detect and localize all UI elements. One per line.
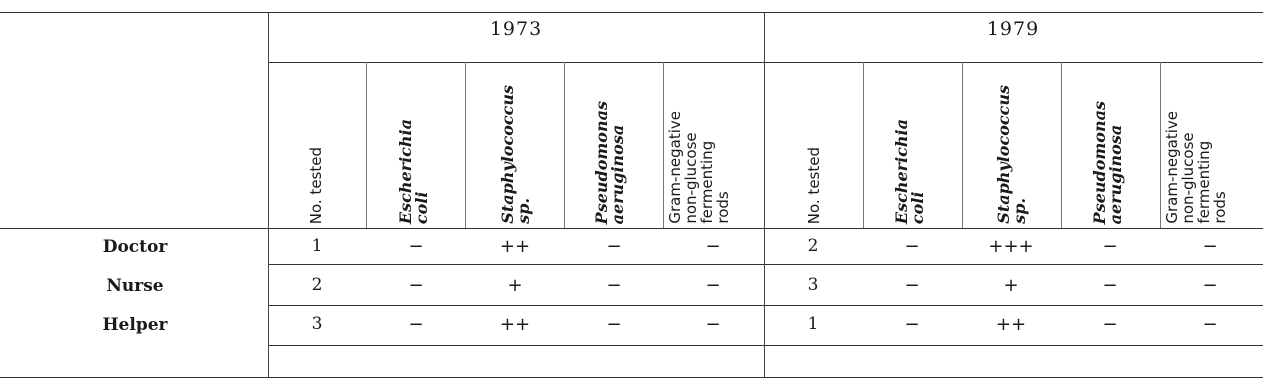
table-cell: ++ — [499, 314, 531, 335]
col-header-staphylococcus: Staphylococcus sp. — [498, 85, 533, 224]
row-label-nurse: Nurse — [106, 276, 164, 296]
col-header-gram-negative: Gram-negative non-glucose fermenting rods — [666, 111, 732, 224]
table-cell: − — [1102, 236, 1118, 257]
row-rule-1 — [268, 264, 1263, 265]
table-cell: − — [1202, 314, 1218, 335]
table-cell: 1 — [807, 314, 819, 334]
table-cell: − — [606, 314, 622, 335]
table-cell: 3 — [807, 275, 819, 295]
table-cell: + — [1003, 275, 1019, 296]
table-cell: − — [705, 275, 721, 296]
table-cell: +++ — [988, 236, 1034, 257]
row-label-helper: Helper — [102, 315, 168, 335]
row-label-doctor: Doctor — [102, 237, 168, 257]
col-divider — [1160, 62, 1161, 228]
table-cell: 2 — [311, 275, 323, 295]
table-cell: 2 — [807, 236, 819, 256]
col-header-pseudomonas: Pseudomonas aeruginosa — [592, 100, 627, 224]
row-rule-2 — [268, 305, 1263, 306]
year-rule — [268, 62, 1263, 63]
table-cell: − — [1102, 314, 1118, 335]
table-cell: − — [1202, 275, 1218, 296]
period-divider — [764, 12, 765, 377]
table-cell: 1 — [311, 236, 323, 256]
table-cell: ++ — [499, 236, 531, 257]
table-cell: − — [408, 314, 424, 335]
col-divider — [366, 62, 367, 228]
table-cell: − — [1202, 236, 1218, 257]
table-cell: + — [507, 275, 523, 296]
col-divider — [1061, 62, 1062, 228]
table-cell: ++ — [995, 314, 1027, 335]
col-header-staphylococcus: Staphylococcus sp. — [994, 85, 1029, 224]
table-cell: − — [904, 314, 920, 335]
table-cell: 3 — [311, 314, 323, 334]
table-cell: − — [904, 236, 920, 257]
table-cell: − — [705, 236, 721, 257]
top-rule — [0, 12, 1263, 13]
table-cell: − — [904, 275, 920, 296]
col-header-escherichia-coli: Escherichia coli — [892, 118, 927, 224]
row-rule-3 — [268, 345, 1263, 346]
table-cell: − — [408, 236, 424, 257]
table-cell: − — [705, 314, 721, 335]
table-cell: − — [408, 275, 424, 296]
col-divider — [962, 62, 963, 228]
col-header-escherichia-coli: Escherichia coli — [396, 118, 431, 224]
col-divider — [564, 62, 565, 228]
table-cell: − — [606, 275, 622, 296]
col-header-no-tested: No. tested — [307, 146, 325, 224]
col-header-no-tested: No. tested — [805, 146, 823, 224]
col-header-gram-negative: Gram-negative non-glucose fermenting rods — [1163, 111, 1229, 224]
bottom-rule — [0, 377, 1263, 378]
year-header-1979: 1979 — [986, 18, 1040, 40]
col-divider — [465, 62, 466, 228]
table-cell: − — [1102, 275, 1118, 296]
table-cell: − — [606, 236, 622, 257]
col-divider — [663, 62, 664, 228]
header-bottom-rule — [0, 228, 1263, 229]
col-divider — [863, 62, 864, 228]
year-header-1973: 1973 — [489, 18, 543, 40]
col-header-pseudomonas: Pseudomonas aeruginosa — [1090, 100, 1125, 224]
